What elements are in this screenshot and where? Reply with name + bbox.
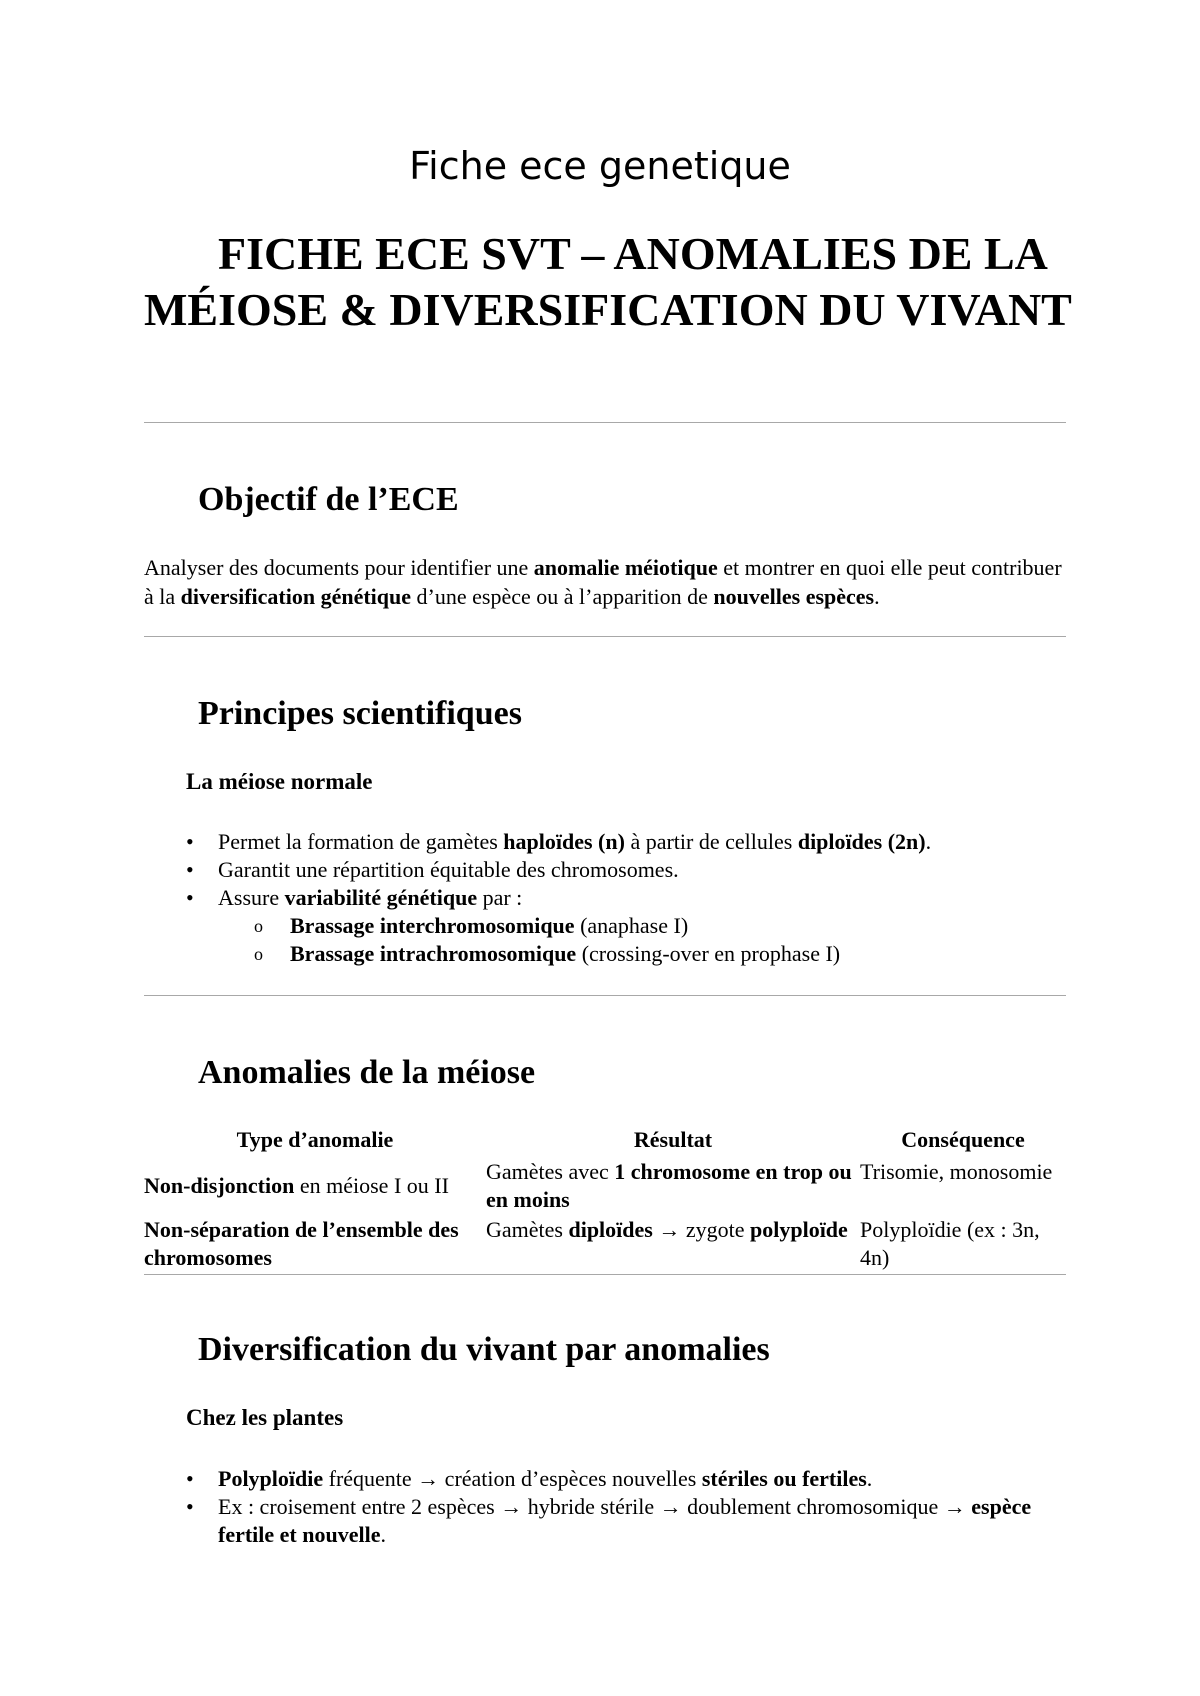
subheading-meiose-normale: La méiose normale — [186, 769, 373, 794]
bold-text: haploïdes (n) — [503, 829, 625, 854]
text: Gamètes avec — [486, 1159, 615, 1184]
table-row — [144, 1216, 1066, 1275]
bullet-icon: • — [186, 1494, 194, 1519]
column-header: Conséquence — [901, 1127, 1025, 1152]
list-item — [144, 884, 1074, 968]
bold-text: nouvelles espèces — [713, 584, 875, 609]
text: (crossing-over en prophase I) — [576, 941, 841, 966]
bold-text: Brassage intrachromosomique — [290, 941, 577, 966]
bold-text: diploïdes (2n) — [797, 829, 926, 854]
text: par : — [477, 885, 523, 910]
bold-text: variabilité génétique — [284, 885, 478, 910]
list-item — [144, 856, 1074, 884]
table-cell — [486, 1216, 860, 1275]
main-heading: FICHE ECE SVT – ANOMALIES DE LA MÉIOSE & DIVERSIFICATION DU VIVANT — [144, 228, 1072, 335]
divider — [144, 636, 1066, 637]
column-header: Résultat — [633, 1127, 713, 1152]
section-heading-diversification: Diversification du vivant par anomalies — [198, 1331, 770, 1368]
text: Analyser des documents pour identifier une — [144, 555, 534, 580]
divider — [144, 422, 1066, 423]
sub-list — [218, 912, 1074, 968]
table-cell — [144, 1158, 486, 1216]
table-cell — [486, 1158, 860, 1216]
circle-bullet-icon: o — [254, 944, 263, 964]
list-item — [144, 828, 1074, 856]
text: Assure — [218, 885, 285, 910]
bold-text: Non-disjonction — [144, 1173, 295, 1198]
bold-text: Non-séparation de l’ensemble des chromosomes — [144, 1217, 459, 1270]
bullet-icon: • — [186, 829, 194, 854]
text: à partir de cellules — [624, 829, 798, 854]
bold-text: 1 chromosome en trop ou en moins — [486, 1159, 852, 1212]
diversification-list — [144, 1465, 1074, 1549]
text: fréquente → création d’espèces nouvelles — [323, 1466, 702, 1491]
bullet-icon: • — [186, 857, 194, 882]
text: Permet la formation de gamètes — [218, 829, 504, 854]
bold-text: espèce fertile et nouvelle — [218, 1494, 1032, 1547]
bold-text: diversification génétique — [180, 584, 412, 609]
bold-text: polyploïde — [750, 1217, 848, 1242]
bullet-icon: • — [186, 1466, 194, 1491]
section-heading-anomalies: Anomalies de la méiose — [198, 1054, 536, 1091]
table-row — [144, 1158, 1066, 1216]
table-cell: Polyploïdie (ex : 3n, 4n) — [860, 1216, 1066, 1275]
text: . — [380, 1522, 386, 1547]
table-cell: Trisomie, monosomie — [860, 1159, 1053, 1184]
bold-text: anomalie méiotique — [533, 555, 718, 580]
divider — [144, 995, 1066, 996]
text: en méiose I ou II — [294, 1173, 449, 1198]
list-item — [144, 1493, 1074, 1549]
anomalies-table — [144, 1126, 1066, 1275]
objectif-paragraph — [144, 553, 1074, 611]
subheading-chez-les-plantes: Chez les plantes — [186, 1405, 344, 1430]
bold-text: Polyploïdie — [218, 1466, 324, 1491]
bold-text: Brassage interchromosomique — [290, 913, 575, 938]
bold-text: stériles ou fertiles — [701, 1466, 867, 1491]
principes-list — [144, 828, 1074, 968]
list-item — [144, 1465, 1074, 1493]
document-title: Fiche ece genetique — [409, 144, 791, 188]
table-cell — [144, 1216, 486, 1275]
text: . — [874, 584, 880, 609]
sub-list-item — [144, 912, 1074, 940]
text: Gamètes — [486, 1217, 569, 1242]
text: . — [925, 829, 932, 854]
text: (anaphase I) — [574, 913, 689, 938]
column-header: Type d’anomalie — [236, 1127, 394, 1152]
bold-text: diploïdes — [568, 1217, 653, 1242]
text: → zygote — [652, 1217, 750, 1242]
text: . — [866, 1466, 873, 1491]
table-header-row — [144, 1126, 1066, 1158]
circle-bullet-icon: o — [254, 916, 263, 936]
section-heading-principes: Principes scientifiques — [198, 695, 522, 732]
sub-list-item — [144, 940, 1074, 968]
text: d’une espèce ou à l’apparition de — [411, 584, 714, 609]
bullet-icon: • — [186, 885, 194, 910]
text: Garantit une répartition équitable des chromosomes. — [218, 857, 679, 882]
text: Ex : croisement entre 2 espèces → hybride stérile → doublement chromosomique → — [218, 1494, 972, 1519]
text: et montrer en quoi elle peut contribuer à la — [144, 555, 1062, 609]
section-heading-objectif: Objectif de l’ECE — [198, 481, 459, 518]
